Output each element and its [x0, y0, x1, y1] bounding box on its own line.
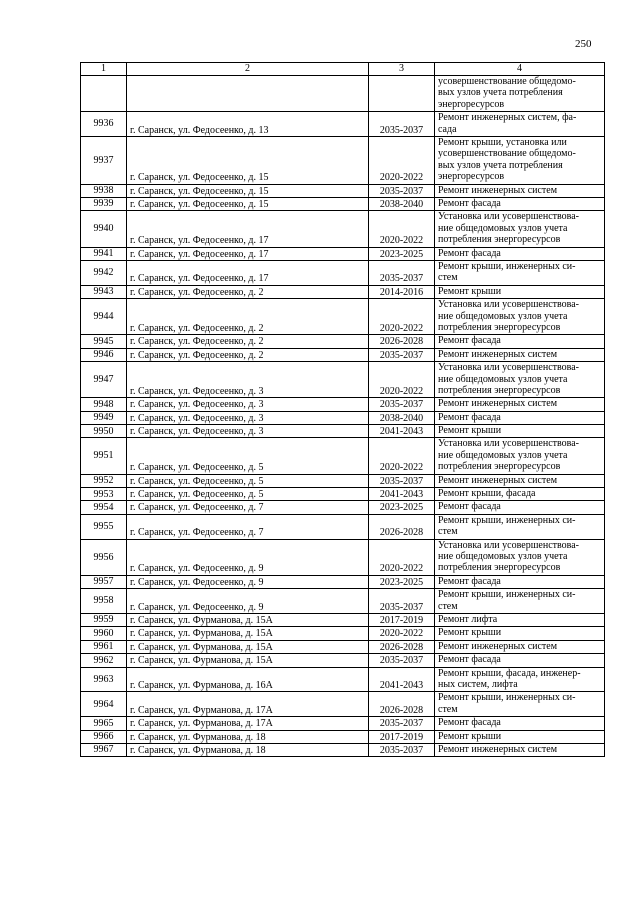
table-row — [81, 76, 605, 112]
work-type-line: Ремонт фасада — [438, 717, 501, 729]
work-type-line: Ремонт инженерных систем — [438, 640, 558, 652]
work-type-line: стем — [438, 526, 458, 538]
work-type-cell — [435, 197, 605, 210]
work-type-cell — [435, 640, 605, 653]
row-number: 9942 — [81, 260, 127, 285]
address-cell: г. Саранск, ул. Федосеенко, д. 2 — [127, 348, 369, 361]
period-cell: 2035-2037 — [369, 654, 435, 667]
period-cell: 2035-2037 — [369, 589, 435, 614]
period-cell: 2017-2019 — [369, 613, 435, 626]
table-row — [81, 112, 605, 137]
table-row — [81, 613, 605, 626]
table-row — [81, 285, 605, 298]
table-row — [81, 348, 605, 361]
address-cell: г. Саранск, ул. Федосеенко, д. 7 — [127, 501, 369, 514]
table-row — [81, 247, 605, 260]
work-type-line: ние общедомовых узлов учета — [438, 310, 568, 322]
period-cell — [369, 76, 435, 112]
work-type-line: Ремонт фасада — [438, 501, 501, 513]
column-header-address: 2 — [127, 63, 369, 76]
period-cell: 2035-2037 — [369, 743, 435, 756]
period-cell: 2026-2028 — [369, 692, 435, 717]
period-cell: 2026-2028 — [369, 335, 435, 348]
table-row — [81, 398, 605, 411]
work-type-cell — [435, 76, 605, 112]
work-type-line: Ремонт крыши, инженерных си- — [438, 589, 576, 601]
table-row — [81, 539, 605, 575]
address-cell: г. Саранск, ул. Фурманова, д. 17А — [127, 692, 369, 717]
work-type-cell — [435, 211, 605, 247]
address-cell: г. Саранск, ул. Федосеенко, д. 5 — [127, 438, 369, 474]
work-type-line: Ремонт инженерных систем — [438, 474, 558, 486]
address-cell: г. Саранск, ул. Федосеенко, д. 9 — [127, 539, 369, 575]
work-type-line: Ремонт крыши, инженерных си- — [438, 514, 576, 526]
address-cell: г. Саранск, ул. Фурманова, д. 17А — [127, 717, 369, 730]
row-number: 9959 — [81, 613, 127, 626]
table-row — [81, 514, 605, 539]
address-cell: г. Саранск, ул. Федосеенко, д. 5 — [127, 474, 369, 487]
page-number: 250 — [575, 38, 592, 50]
row-number: 9939 — [81, 197, 127, 210]
work-type-line: Ремонт лифта — [438, 613, 498, 625]
work-type-line: ние общедомовых узлов учета — [438, 551, 568, 563]
work-type-cell — [435, 260, 605, 285]
work-type-line: Установка или усовершенствова- — [438, 211, 580, 223]
address-cell: г. Саранск, ул. Фурманова, д. 15А — [127, 654, 369, 667]
work-type-cell — [435, 112, 605, 137]
row-number: 9944 — [81, 299, 127, 335]
table-row — [81, 627, 605, 640]
address-cell: г. Саранск, ул. Федосеенко, д. 9 — [127, 575, 369, 588]
work-type-line: потребления энергоресурсов — [438, 321, 561, 333]
column-header-number: 1 — [81, 63, 127, 76]
row-number: 9955 — [81, 514, 127, 539]
period-cell: 2017-2019 — [369, 730, 435, 743]
row-number: 9947 — [81, 362, 127, 398]
work-type-line: Ремонт инженерных систем — [438, 348, 558, 360]
table-row — [81, 743, 605, 756]
work-type-cell — [435, 411, 605, 424]
table-row — [81, 197, 605, 210]
period-cell: 2020-2022 — [369, 299, 435, 335]
row-number: 9963 — [81, 667, 127, 692]
work-type-line: Ремонт крыши, установка или — [438, 136, 567, 148]
address-cell: г. Саранск, ул. Федосеенко, д. 9 — [127, 589, 369, 614]
period-cell: 2023-2025 — [369, 575, 435, 588]
work-type-cell — [435, 362, 605, 398]
period-cell: 2035-2037 — [369, 474, 435, 487]
work-type-line: Ремонт инженерных систем — [438, 184, 558, 196]
work-type-cell — [435, 184, 605, 197]
table-row — [81, 211, 605, 247]
work-type-line: усовершенствование общедомо- — [438, 76, 576, 87]
period-cell: 2020-2022 — [369, 362, 435, 398]
row-number: 9964 — [81, 692, 127, 717]
address-cell: г. Саранск, ул. Федосеенко, д. 15 — [127, 184, 369, 197]
address-cell: г. Саранск, ул. Федосеенко, д. 3 — [127, 362, 369, 398]
work-type-cell — [435, 285, 605, 298]
work-type-line: Ремонт крыши, фасада — [438, 488, 536, 500]
work-type-line: Ремонт инженерных систем, фа- — [438, 112, 577, 124]
repair-schedule-table — [80, 62, 605, 757]
row-number: 9940 — [81, 211, 127, 247]
row-number: 9936 — [81, 112, 127, 137]
table-row — [81, 260, 605, 285]
work-type-line: потребления энергоресурсов — [438, 384, 561, 396]
row-number: 9951 — [81, 438, 127, 474]
work-type-line: Ремонт фасада — [438, 654, 501, 666]
work-type-line: Ремонт фасада — [438, 197, 501, 209]
header-row — [81, 63, 605, 76]
work-type-cell — [435, 438, 605, 474]
work-type-line: сада — [438, 123, 457, 135]
period-cell: 2035-2037 — [369, 184, 435, 197]
row-number: 9948 — [81, 398, 127, 411]
row-number: 9952 — [81, 474, 127, 487]
row-number: 9962 — [81, 654, 127, 667]
address-cell: г. Саранск, ул. Федосеенко, д. 3 — [127, 398, 369, 411]
row-number: 9950 — [81, 425, 127, 438]
period-cell: 2026-2028 — [369, 514, 435, 539]
address-cell: г. Саранск, ул. Федосеенко, д. 17 — [127, 211, 369, 247]
work-type-cell — [435, 514, 605, 539]
row-number: 9949 — [81, 411, 127, 424]
table-row — [81, 438, 605, 474]
work-type-cell — [435, 575, 605, 588]
table-row — [81, 589, 605, 614]
row-number: 9941 — [81, 247, 127, 260]
table-row — [81, 425, 605, 438]
column-header-work-type: 4 — [435, 63, 605, 76]
period-cell: 2014-2016 — [369, 285, 435, 298]
address-cell: г. Саранск, ул. Федосеенко, д. 7 — [127, 514, 369, 539]
row-number — [81, 76, 127, 112]
table-row — [81, 575, 605, 588]
address-cell: г. Саранск, ул. Фурманова, д. 15А — [127, 627, 369, 640]
address-cell: г. Саранск, ул. Фурманова, д. 15А — [127, 640, 369, 653]
table-row — [81, 136, 605, 184]
work-type-cell — [435, 667, 605, 692]
table-row — [81, 717, 605, 730]
work-type-line: потребления энергоресурсов — [438, 234, 561, 246]
work-type-line: потребления энергоресурсов — [438, 461, 561, 473]
address-cell: г. Саранск, ул. Федосеенко, д. 13 — [127, 112, 369, 137]
work-type-cell — [435, 501, 605, 514]
row-number: 9945 — [81, 335, 127, 348]
address-cell: г. Саранск, ул. Фурманова, д. 18 — [127, 743, 369, 756]
address-cell: г. Саранск, ул. Федосеенко, д. 15 — [127, 197, 369, 210]
period-cell: 2020-2022 — [369, 539, 435, 575]
work-type-cell — [435, 348, 605, 361]
address-cell: г. Саранск, ул. Фурманова, д. 16А — [127, 667, 369, 692]
address-cell — [127, 76, 369, 112]
period-cell: 2038-2040 — [369, 411, 435, 424]
work-type-line: Ремонт крыши — [438, 285, 502, 297]
period-cell: 2035-2037 — [369, 398, 435, 411]
work-type-line: Ремонт фасада — [438, 247, 501, 259]
table-body — [81, 76, 605, 757]
period-cell: 2041-2043 — [369, 425, 435, 438]
address-cell: г. Саранск, ул. Федосеенко, д. 3 — [127, 411, 369, 424]
work-type-line: вых узлов учета потребления — [438, 87, 563, 99]
table-row — [81, 501, 605, 514]
row-number: 9958 — [81, 589, 127, 614]
period-cell: 2041-2043 — [369, 667, 435, 692]
table-row — [81, 730, 605, 743]
period-cell: 2020-2022 — [369, 136, 435, 184]
table-row — [81, 667, 605, 692]
row-number: 9961 — [81, 640, 127, 653]
table-row — [81, 640, 605, 653]
address-cell: г. Саранск, ул. Федосеенко, д. 2 — [127, 299, 369, 335]
table-row — [81, 335, 605, 348]
work-type-line: Ремонт фасада — [438, 411, 501, 423]
row-number: 9937 — [81, 136, 127, 184]
work-type-line: Ремонт крыши, фасада, инженер- — [438, 667, 581, 679]
work-type-cell — [435, 425, 605, 438]
period-cell: 2026-2028 — [369, 640, 435, 653]
table-row — [81, 488, 605, 501]
table-row — [81, 474, 605, 487]
work-type-line: Ремонт крыши — [438, 627, 502, 639]
table-row — [81, 299, 605, 335]
period-cell: 2023-2025 — [369, 501, 435, 514]
address-cell: г. Саранск, ул. Фурманова, д. 15А — [127, 613, 369, 626]
work-type-line: ных систем, лифта — [438, 678, 518, 690]
work-type-line: Ремонт фасада — [438, 575, 501, 587]
address-cell: г. Саранск, ул. Фурманова, д. 18 — [127, 730, 369, 743]
work-type-line: стем — [438, 703, 458, 715]
work-type-cell — [435, 692, 605, 717]
row-number: 9943 — [81, 285, 127, 298]
period-cell: 2020-2022 — [369, 211, 435, 247]
work-type-cell — [435, 717, 605, 730]
table-row — [81, 411, 605, 424]
address-cell: г. Саранск, ул. Федосеенко, д. 2 — [127, 285, 369, 298]
work-type-cell — [435, 247, 605, 260]
row-number: 9956 — [81, 539, 127, 575]
period-cell: 2035-2037 — [369, 260, 435, 285]
work-type-cell — [435, 613, 605, 626]
period-cell: 2035-2037 — [369, 112, 435, 137]
row-number: 9938 — [81, 184, 127, 197]
row-number: 9960 — [81, 627, 127, 640]
row-number: 9965 — [81, 717, 127, 730]
work-type-line: ние общедомовых узлов учета — [438, 222, 568, 234]
work-type-line: Ремонт инженерных систем — [438, 398, 558, 410]
row-number: 9957 — [81, 575, 127, 588]
work-type-line: потребления энергоресурсов — [438, 562, 561, 574]
work-type-cell — [435, 743, 605, 756]
work-type-line: Ремонт крыши — [438, 425, 502, 437]
table-row — [81, 692, 605, 717]
period-cell: 2023-2025 — [369, 247, 435, 260]
period-cell: 2035-2037 — [369, 348, 435, 361]
work-type-cell — [435, 627, 605, 640]
address-cell: г. Саранск, ул. Федосеенко, д. 17 — [127, 247, 369, 260]
work-type-cell — [435, 474, 605, 487]
work-type-cell — [435, 539, 605, 575]
period-cell: 2035-2037 — [369, 717, 435, 730]
work-type-line: усовершенствование общедомо- — [438, 148, 576, 160]
row-number: 9966 — [81, 730, 127, 743]
table-row — [81, 184, 605, 197]
work-type-line: стем — [438, 272, 458, 284]
work-type-line: Ремонт крыши, инженерных си- — [438, 260, 576, 272]
work-type-line: Установка или усовершенствова- — [438, 299, 580, 311]
column-header-period: 3 — [369, 63, 435, 76]
work-type-line: энергоресурсов — [438, 171, 505, 183]
address-cell: г. Саранск, ул. Федосеенко, д. 5 — [127, 488, 369, 501]
work-type-line: энергоресурсов — [438, 98, 505, 110]
address-cell: г. Саранск, ул. Федосеенко, д. 3 — [127, 425, 369, 438]
period-cell: 2041-2043 — [369, 488, 435, 501]
work-type-cell — [435, 136, 605, 184]
work-type-line: Ремонт инженерных систем — [438, 743, 558, 755]
work-type-cell — [435, 488, 605, 501]
row-number: 9953 — [81, 488, 127, 501]
work-type-line: ние общедомовых узлов учета — [438, 449, 568, 461]
work-type-cell — [435, 299, 605, 335]
work-type-cell — [435, 730, 605, 743]
address-cell: г. Саранск, ул. Федосеенко, д. 17 — [127, 260, 369, 285]
row-number: 9946 — [81, 348, 127, 361]
work-type-cell — [435, 589, 605, 614]
work-type-line: стем — [438, 600, 458, 612]
work-type-cell — [435, 654, 605, 667]
row-number: 9954 — [81, 501, 127, 514]
work-type-cell — [435, 398, 605, 411]
work-type-line: ние общедомовых узлов учета — [438, 373, 568, 385]
period-cell: 2038-2040 — [369, 197, 435, 210]
work-type-cell — [435, 335, 605, 348]
work-type-line: Ремонт фасада — [438, 335, 501, 347]
address-cell: г. Саранск, ул. Федосеенко, д. 15 — [127, 136, 369, 184]
period-cell: 2020-2022 — [369, 438, 435, 474]
row-number: 9967 — [81, 743, 127, 756]
address-cell: г. Саранск, ул. Федосеенко, д. 2 — [127, 335, 369, 348]
work-type-line: Установка или усовершенствова- — [438, 362, 580, 374]
table-row — [81, 362, 605, 398]
work-type-line: Ремонт крыши, инженерных си- — [438, 692, 576, 704]
table-row — [81, 654, 605, 667]
work-type-line: Установка или усовершенствова- — [438, 438, 580, 450]
period-cell: 2020-2022 — [369, 627, 435, 640]
work-type-line: вых узлов учета потребления — [438, 159, 563, 171]
work-type-line: Ремонт крыши — [438, 730, 502, 742]
work-type-line: Установка или усовершенствова- — [438, 539, 580, 551]
